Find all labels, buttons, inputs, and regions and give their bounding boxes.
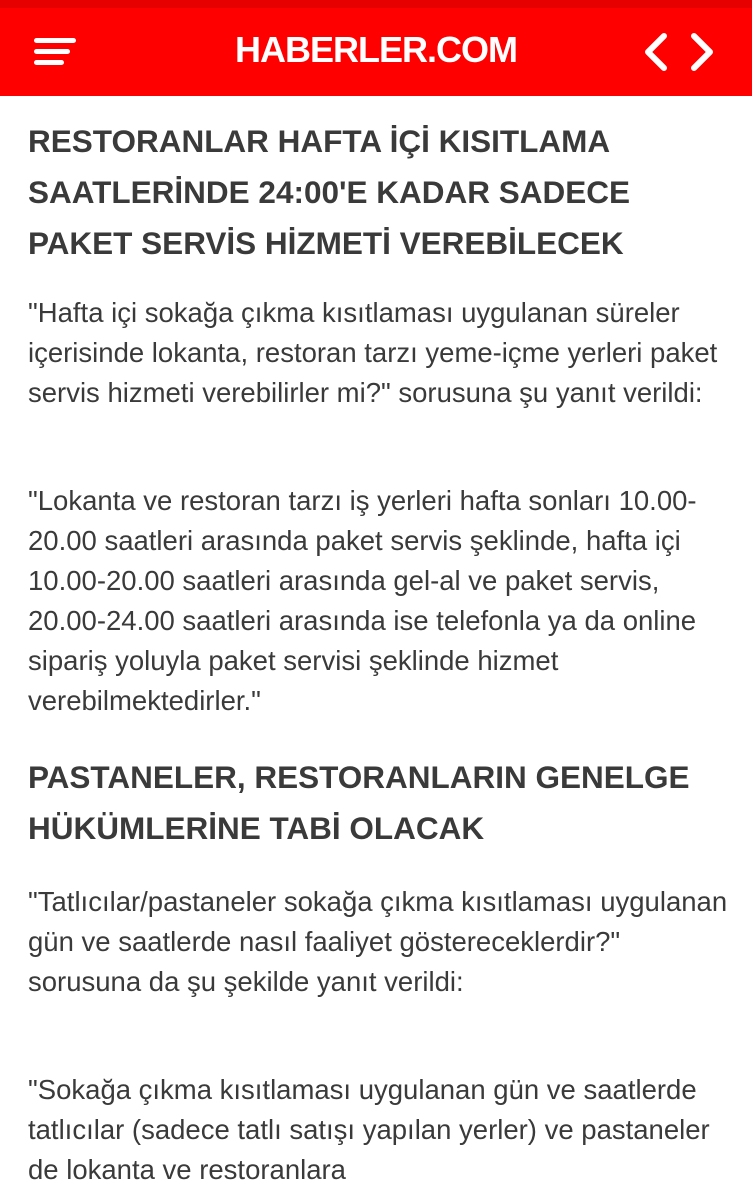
chevron-right-icon[interactable]: [682, 30, 722, 74]
article-paragraph: "Lokanta ve restoran tarzı iş yerleri hafta sonları 10.00-20.00 saatleri arasında paket servis şeklinde, hafta içi 10.00-20.00 saatleri arasında gel-al ve paket servis, 20.00-24.00 saatleri arasında ise telefonla ya da online sipariş yoluyla paket servisi şeklinde hizmet verebilmektedirler.": [28, 485, 697, 716]
site-logo[interactable]: HABERLER.COM: [235, 29, 517, 70]
chevron-left-icon[interactable]: [636, 30, 676, 74]
top-navigation-bar: [0, 8, 752, 96]
status-strip: [0, 0, 752, 8]
article-paragraph: "Sokağa çıkma kısıtlaması uygulanan gün ve saatlerde tatlıcılar (sadece tatlı satışı yapılan yerler) ve pastaneler de lokanta ve restoranlara: [28, 1074, 710, 1185]
article-heading: RESTORANLAR HAFTA İÇİ KISITLAMA SAATLERİNDE 24:00'E KADAR SADECE PAKET SERVİS HİZMETİ VEREBİLECEK: [28, 123, 631, 261]
article-paragraph: "Hafta içi sokağa çıkma kısıtlaması uygulanan süreler içerisinde lokanta, restoran tarzı yeme-içme yerleri paket servis hizmeti verebilirler mi?" sorusuna şu yanıt verildi:: [28, 297, 718, 408]
article-paragraph: "Tatlıcılar/pastaneler sokağa çıkma kısıtlaması uygulanan gün ve saatlerde nasıl faaliyet göstereceklerdir?" sorusuna da şu şekilde yanıt verildi:: [28, 886, 728, 997]
hamburger-menu-icon[interactable]: [34, 32, 82, 72]
article-subheading: PASTANELER, RESTORANLARIN GENELGE HÜKÜMLERİNE TABİ OLACAK: [28, 759, 690, 846]
